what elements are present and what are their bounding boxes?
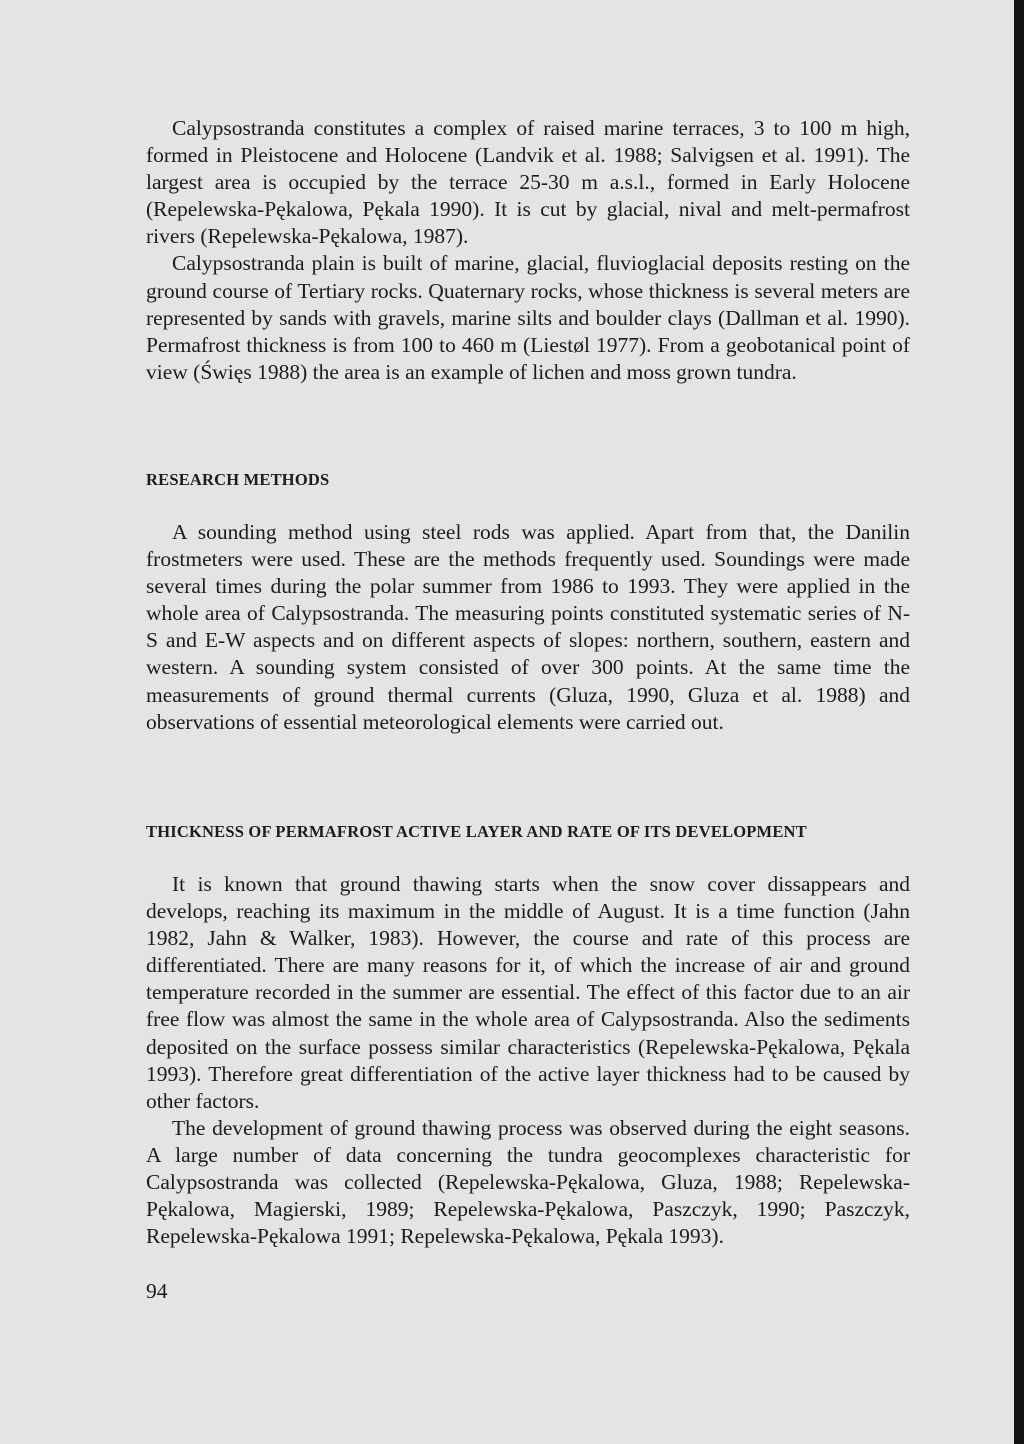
thickness-paragraph-2: The development of ground thawing process was observed during the eight seasons. A large number of data concerning the tundra geocomplexes characteristic for Calypsostranda was collected (Repelewska-Pękalowa, Gluza, 1988; Repelewska-Pękalowa, Magierski, 1989; Repelewska-Pękalowa, Paszczyk, 1990; Paszczyk, Repelewska-Pękalowa 1991; Repelewska-Pękalowa, Pękala 1993). bbox=[146, 1115, 910, 1249]
research-methods-paragraph-1: A sounding method using steel rods was applied. Apart from that, the Danilin frostmeters were used. These are the methods frequently used. Soundings were made several times during the polar summer from 1986 to 1993. They were applied in the whole area of Calypsostranda. The measuring points constituted systematic series of N-S and E-W aspects and on different aspects of slopes: northern, southern, eastern and western. A sounding system consisted of over 300 points. At the same time the measurements of ground thermal currents (Gluza, 1990, Gluza et al. 1988) and observations of essential meteorological elements were carried out. bbox=[146, 520, 910, 734]
research-methods-heading: RESEARCH METHODS bbox=[146, 470, 330, 489]
intro-section bbox=[146, 115, 910, 386]
page-number: 94 bbox=[146, 1279, 168, 1303]
intro-paragraph-2: Calypsostranda plain is built of marine, glacial, fluvioglacial deposits resting on the ground course of Tertiary rocks. Quaternary rocks, whose thickness is several meters are represented by sands with gravels, marine silts and boulder clays (Dallman et al. 1990). Permafrost thickness is from 100 to 460 m (Liestøl 1977). From a geobotanical point of view (Święs 1988) the area is an example of lichen and moss grown tundra. bbox=[146, 251, 910, 384]
research-methods-section bbox=[146, 519, 910, 736]
scan-edge-border bbox=[1014, 0, 1024, 1444]
thickness-paragraph-1: It is known that ground thawing starts when the snow cover dissappears and develops, reaching its maximum in the middle of August. It is a time function (Jahn 1982, Jahn & Walker, 1983). However, the course and rate of this process are differentiated. There are many reasons for it, of which the increase of air and ground temperature recorded in the summer are essential. The effect of this factor due to an air free flow was almost the same in the whole area of Calypsostranda. Also the sediments deposited on the surface possess similar characteristics (Repelewska-Pękalowa, Pękala 1993). Therefore great differentiation of the active layer thickness had to be caused by other factors. bbox=[146, 872, 910, 1113]
intro-paragraph-1: Calypsostranda constitutes a complex of raised marine terraces, 3 to 100 m high, formed in Pleistocene and Holocene (Landvik et al. 1988; Salvigsen et al. 1991). The largest area is occupied by the terrace 25-30 m a.s.l., formed in Early Holocene (Repelewska-Pękalowa, Pękala 1990). It is cut by glacial, nival and melt-permafrost rivers (Repelewska-Pękalowa, 1987). bbox=[146, 116, 910, 249]
thickness-section-heading: THICKNESS OF PERMAFROST ACTIVE LAYER AND RATE OF ITS DEVELOPMENT bbox=[146, 822, 807, 841]
thickness-section bbox=[146, 871, 910, 1250]
